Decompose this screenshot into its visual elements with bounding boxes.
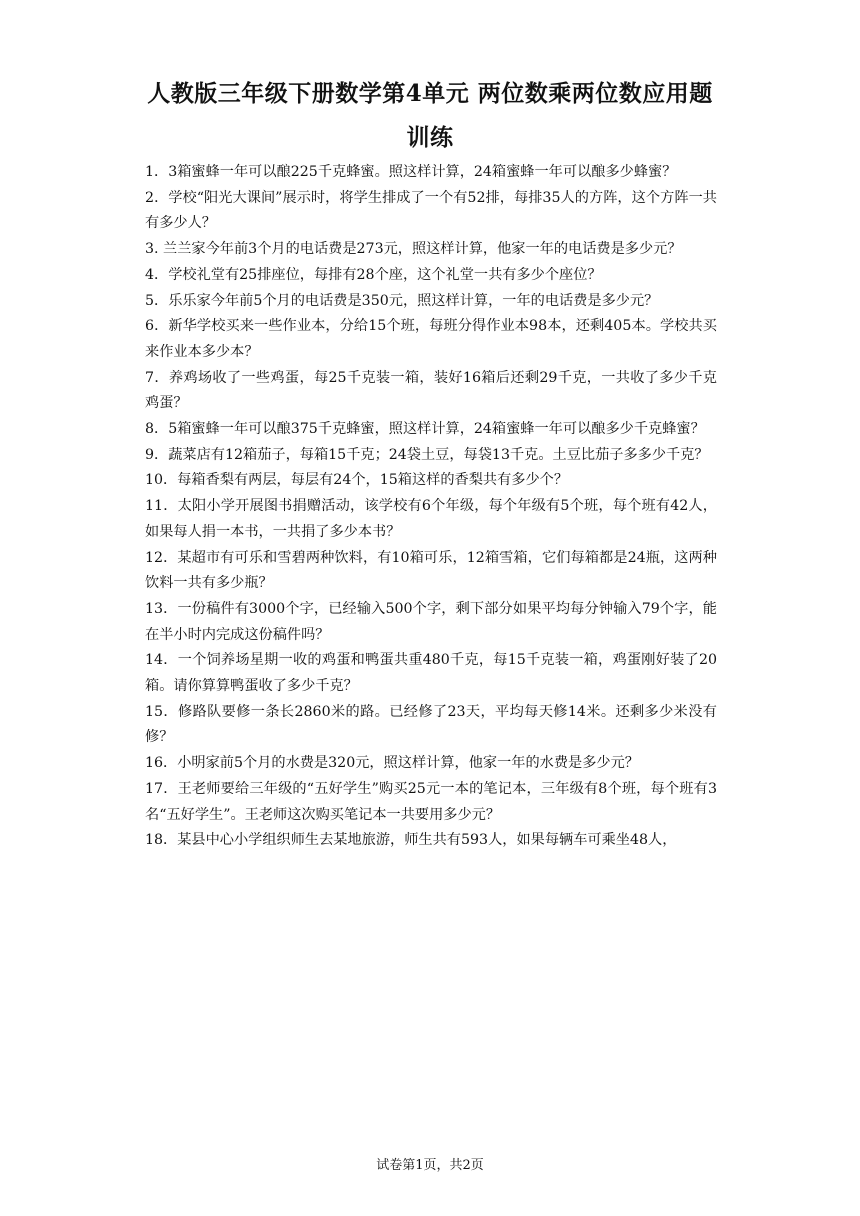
question-item: 16．小明家前5个月的水费是320元，照这样计算，他家一年的水费是多少元？ (145, 755, 639, 772)
question-item: 2．学校“阳光大课间”展示时，将学生排成了一个有52排，每排35人的方阵，这个方阵一共有多少人？ (145, 189, 717, 232)
question-item: 1．3箱蜜蜂一年可以酿225千克蜂蜜。照这样计算，24箱蜜蜂一年可以酿多少蜂蜜？ (145, 164, 677, 180)
question-item: 10．每箱香梨有两层，每层有24个，15箱这样的香梨共有多少个？ (145, 472, 569, 489)
page-title: 人教版三年级下册数学第4单元 两位数乘两位数应用题训练 (147, 80, 713, 151)
question-item: 14．一个饲养场星期一收的鸡蛋和鸭蛋共重480千克，每15千克装一箱，鸡蛋刚好装了20箱。请你算算鸭蛋收了多少千克？ (145, 652, 717, 695)
question-item: 11．太阳小学开展图书捐赠活动，该学校有6个年级，每个年级有5个班，每个班有42人，如果每人捐一本书，一共捐了多少本书？ (145, 498, 717, 540)
question-item: 8．5箱蜜蜂一年可以酿375千克蜂蜜，照这样计算，24箱蜜蜂一年可以酿多少千克蜂蜜？ (145, 421, 705, 438)
question-item: 15．修路队要修一条长2860米的路。已经修了23天，平均每天修14米。还剩多少米没有修？ (145, 703, 717, 746)
question-item: 4．学校礼堂有25排座位，每排有28个座，这个礼堂一共有多少个座位？ (145, 266, 602, 283)
question-item: 9．蔬菜店有12箱茄子，每箱15千克；24袋土豆，每袋13千克。土豆比茄子多多少千克？ (145, 446, 709, 463)
question-item: 13．一份稿件有3000个字，已经输入500个字，剩下部分如果平均每分钟输入79个字，能在半小时内完成这份稿件吗？ (145, 600, 717, 643)
question-item: 3. 兰兰家今年前3个月的电话费是273元，照这样计算，他家一年的电话费是多少元？ (145, 241, 682, 258)
question-item: 6．新华学校买来一些作业本，分给15个班，每班分得作业本98本，还剩405本。学校共买来作业本多少本？ (145, 318, 717, 360)
page-footer: 试卷第1页，共2页 (376, 1158, 484, 1173)
question-list (145, 160, 717, 854)
question-item: 5．乐乐家今年前5个月的电话费是350元，照这样计算，一年的电话费是多少元？ (145, 292, 659, 309)
question-item: 18．某县中心小学组织师生去某地旅游，师生共有593人，如果每辆车可乘坐48人， (145, 832, 677, 849)
question-item: 7．养鸡场收了一些鸡蛋，每25千克装一箱，装好16箱后还剩29千克，一共收了多少千克鸡蛋？ (145, 369, 717, 412)
question-item: 12．某超市有可乐和雪碧两种饮料，有10箱可乐，12箱雪箱，它们每箱都是24瓶，这两种饮料一共有多少瓶？ (145, 549, 717, 592)
question-item: 17．王老师要给三年级的“五好学生”购买25元一本的笔记本，三年级有8个班，每个班有3名“五好学生”。王老师这次购买笔记本一共要用多少元？ (145, 780, 717, 823)
